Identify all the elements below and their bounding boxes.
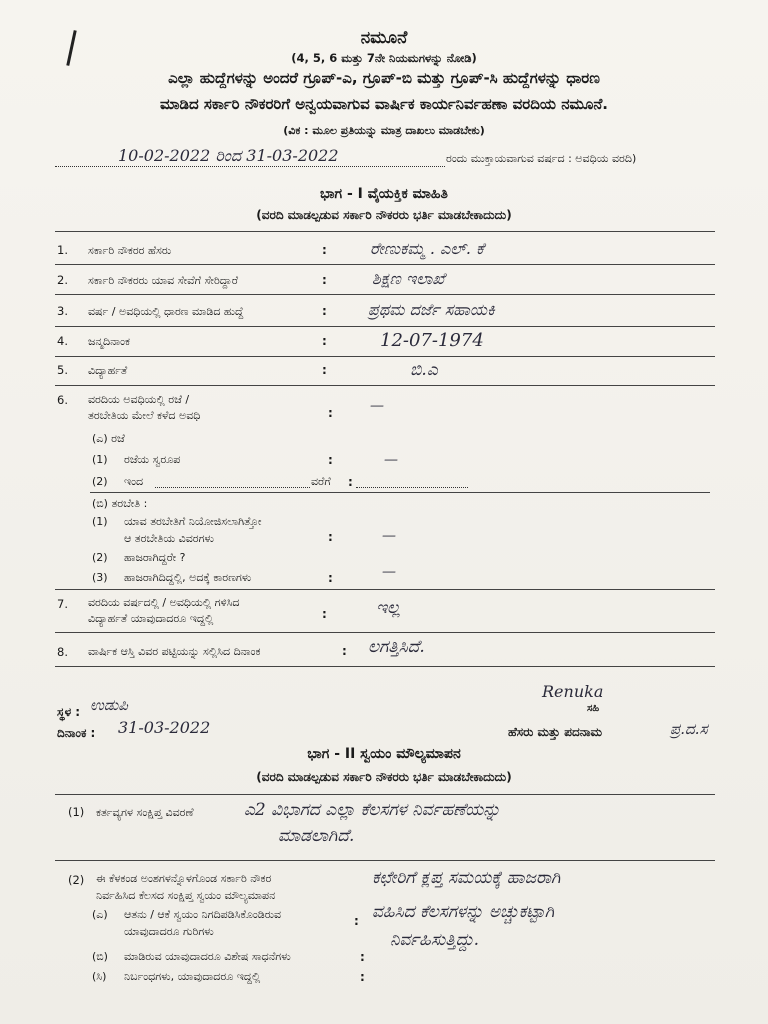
rules-reference: (4, 5, 6 ಮತ್ತು 7ನೇ ನಿಯಮಗಳನ್ನು ನೋಡಿ) (291, 51, 477, 65)
subfield-label-training-details-cont: ಆ ತರಬೇತಿಯ ವಿವರಗಳು (124, 532, 215, 545)
field-label-qualification-gained-cont: ವಿದ್ಯಾರ್ಹತೆ ಯಾವುದಾದರೂ ಇದ್ದಲ್ಲಿ (88, 612, 214, 625)
name-designation-label: ಹೆಸರು ಮತ್ತು ಪದನಾಮ (508, 725, 603, 739)
question-label-duties: ಕರ್ತವ್ಯಗಳ ಸಂಕ್ಷಿಪ್ತ ವಿವರಣೆ (96, 806, 194, 819)
place-label: ಸ್ಥಳ : (57, 705, 81, 719)
field-value-qualification-gained: ಇಲ್ಲ (376, 598, 401, 618)
divider (55, 264, 715, 265)
field-label-service: ಸರ್ಕಾರಿ ನೌಕರರು ಯಾವ ಸೇವೆಗೆ ಸೇರಿದ್ದಾರೆ (88, 274, 239, 287)
report-period-value: 10-02-2022 ರಿಂದ 31-03-2022 (118, 146, 339, 165)
question-number: (1) (68, 805, 85, 819)
answer-self-appraisal-line2: ವಹಿಸಿದ ಕೆಲಸಗಳನ್ನು ಅಚ್ಚುಕಟ್ಟಾಗಿ (372, 902, 555, 922)
colon: : (328, 453, 333, 467)
subfield-number: (1) (92, 515, 108, 528)
field-number: 6. (57, 393, 68, 407)
report-period-suffix: ರಂದು ಮುಕ್ತಾಯವಾಗುವ ವರ್ಷದ : ಅವಧಿಯ ವರದಿ) (446, 152, 637, 165)
colon: : (360, 950, 365, 964)
field-label-asset-statement-date: ವಾರ್ಷಿಕ ಆಸ್ತಿ ವಿವರ ಪಟ್ಟಿಯನ್ನು ಸಲ್ಲಿಸಿದ ದಿನಾಂಕ (88, 645, 261, 658)
leave-from-dotted-line (155, 487, 310, 488)
date-value: 31-03-2022 (118, 718, 211, 737)
field-number: 2. (57, 273, 68, 287)
subquestion-label-achievements: ಮಾಡಿರುವ ಯಾವುದಾದರೂ ವಿಶೇಷ ಸಾಧನೆಗಳು (124, 950, 291, 963)
subquestion-number: (ಸಿ) (92, 970, 107, 983)
field-label-employee-name: ಸರ್ಕಾರಿ ನೌಕರರ ಹೆಸರು (88, 244, 172, 257)
divider (55, 666, 715, 667)
divider (55, 385, 715, 386)
divider (55, 294, 715, 295)
field-value-leave-training: — (370, 398, 384, 414)
subfield-label-attended: ಹಾಜರಾಗಿದ್ದರೇ ? (124, 551, 186, 564)
field-number: 7. (57, 597, 68, 611)
divider (55, 794, 715, 795)
subfield-number: (3) (92, 571, 108, 584)
part2-subtitle: (ವರದಿ ಮಾಡಲ್ಪಡುವ ಸರ್ಕಾರಿ ನೌಕರರು ಭರ್ತಿ ಮಾಡಬೇಕಾದುದು) (256, 770, 512, 784)
field-number: 8. (57, 645, 68, 659)
place-value: ಉಡುಪಿ (90, 696, 128, 714)
colon: : (360, 970, 365, 984)
answer-self-appraisal-line1: ಕಛೇರಿಗೆ ಕ್ಲಪ್ತ ಸಮಯಕ್ಕೆ ಹಾಜರಾಗಿ (372, 868, 561, 888)
field-number: 4. (57, 334, 68, 348)
answer-duties-line1: ಎ2 ವಿಭಾಗದ ಎಲ್ಲಾ ಕೆಲಸಗಳ ನಿರ್ವಹಣೆಯನ್ನು (244, 800, 501, 820)
question-number: (2) (68, 873, 85, 887)
form-heading-line2: ಮಾಡಿದ ಸರ್ಕಾರಿ ನೌಕರರಿಗೆ ಅನ್ವಯವಾಗುವ ವಾರ್ಷಿಕ ಕಾರ್ಯನಿರ್ವಹಣಾ ವರದಿಯ ನಮೂನೆ. (159, 95, 609, 113)
subquestion-label-targets-cont: ಯಾವುದಾದರೂ ಗುರಿಗಳು (124, 925, 214, 938)
leave-to-dotted-line (356, 487, 468, 488)
part1-title: ಭಾಗ - I ವೈಯಕ್ತಿಕ ಮಾಹಿತಿ (320, 186, 448, 202)
field-number: 5. (57, 363, 68, 377)
colon: : (322, 607, 327, 621)
subfield-label-leave-type: ರಜೆಯ ಸ್ವರೂಪ (124, 453, 181, 466)
colon: : (322, 243, 327, 257)
subfield-number: (2) (92, 551, 108, 564)
signature-label: ಸಹಿ (587, 703, 600, 714)
subfield-label-training: (ಬಿ) ತರಬೇತಿ : (92, 497, 148, 510)
part2-title: ಭಾಗ - II ಸ್ವಯಂ ಮೌಲ್ಯಮಾಪನ (307, 746, 461, 762)
field-label-post-held: ವರ್ಷ / ಅವಧಿಯಲ್ಲಿ ಧಾರಣ ಮಾಡಿದ ಹುದ್ದೆ (88, 305, 244, 318)
signature: Renuka (542, 682, 604, 701)
field-number: 1. (57, 243, 68, 257)
colon: : (354, 914, 359, 928)
field-value-date-of-birth: 12-07-1974 (380, 330, 484, 351)
subquestion-number: (ಎ) (92, 908, 108, 921)
divider (55, 326, 715, 327)
field-value-asset-statement-date: ಲಗತ್ತಿಸಿದೆ. (368, 637, 425, 657)
field-value-post-held: ಪ್ರಥಮ ದರ್ಜೆ ಸಹಾಯಕಿ (368, 300, 495, 319)
divider (55, 356, 715, 357)
subquestion-label-constraints: ನಿರ್ಬಂಧಗಳು, ಯಾವುದಾದರೂ ಇದ್ದಲ್ಲಿ (124, 970, 261, 983)
form-heading-line1: ಎಲ್ಲಾ ಹುದ್ದೆಗಳನ್ನು ಅಂದರೆ ಗ್ರೂಪ್-ಎ, ಗ್ರೂಪ್-ಬಿ ಮತ್ತು ಗ್ರೂಪ್-ಸಿ ಹುದ್ದೆಗಳನ್ನು ಧಾರಣ (168, 69, 600, 87)
subfield-label-absence-reasons: ಹಾಜರಾಗಿದಿದ್ದಲ್ಲಿ, ಅದಕ್ಕೆ ಕಾರಣಗಳು (124, 571, 252, 584)
question-label-self-appraisal: ಈ ಕೆಳಕಂಡ ಅಂಶಗಳನ್ನೊಳಗೊಂಡ ಸರ್ಕಾರಿ ನೌಕರ (96, 872, 272, 885)
colon: : (322, 334, 327, 348)
name-designation-value: ಪ್ರ.ದ.ಸ (670, 720, 708, 738)
divider (55, 589, 715, 590)
colon: : (328, 530, 333, 544)
field-label-leave-training: ವರದಿಯ ಅವಧಿಯಲ್ಲಿ ರಜೆ / (88, 393, 190, 406)
field-label-qualification: ವಿದ್ಯಾರ್ಹತೆ (88, 364, 128, 377)
divider (55, 231, 715, 232)
date-label: ದಿನಾಂಕ : (57, 726, 96, 740)
divider (55, 860, 715, 861)
colon: : (322, 363, 327, 377)
field-label-leave-training-cont: ತರಬೇತಿಯ ಮೇಲೆ ಕಳೆದ ಅವಧಿ (88, 409, 201, 422)
field-value-employee-name: ರೇಣುಕಮ್ಮ . ಎಲ್. ಕೆ (370, 239, 484, 258)
colon: : (328, 406, 333, 420)
colon: : (322, 304, 327, 318)
subfield-label-leave: (ಎ) ರಜೆ (92, 432, 125, 445)
subfield-label-training-details: ಯಾವ ತರಬೇತಿಗೆ ನಿಯೋಜಿಸಲಾಗಿತ್ತೋ (124, 515, 262, 528)
field-value-qualification: ಬಿ.ಎ (410, 360, 438, 380)
colon: : (328, 571, 333, 585)
subfield-label-leave-from: ಇಂದ (124, 475, 144, 488)
field-label-date-of-birth: ಜನ್ಮದಿನಾಂಕ (88, 335, 130, 348)
subfield-value-leave-type: — (384, 452, 398, 468)
colon: : (348, 475, 353, 489)
part1-subtitle: (ವರದಿ ಮಾಡಲ್ಪಡುವ ಸರ್ಕಾರಿ ನೌಕರರು ಭರ್ತಿ ಮಾಡಬೇಕಾದುದು) (256, 208, 512, 222)
divider (90, 492, 710, 493)
subquestion-number: (ಬಿ) (92, 950, 108, 963)
colon: : (342, 644, 347, 658)
field-number: 3. (57, 304, 68, 318)
subfield-value-absence-reasons: — (382, 564, 396, 580)
subfield-value-training-details: — (382, 528, 396, 544)
period-dotted-line (55, 166, 445, 167)
form-title: ನಮೂನೆ (360, 28, 408, 48)
subquestion-label-targets: ಆತನು / ಆಕೆ ಸ್ವಯಂ ನಿಗದಿಪಡಿಸಿಕೊಂಡಿರುವ (124, 908, 282, 921)
form-note: (ವಿಕ : ಮೂಲ ಪ್ರತಿಯನ್ನು ಮಾತ್ರ ದಾಖಲು ಮಾಡಬೇಕು) (283, 124, 485, 137)
subfield-number: (1) (92, 453, 108, 466)
subfield-number: (2) (92, 475, 108, 488)
answer-self-appraisal-line3: ನಿರ್ವಹಿಸುತ್ತಿದ್ದು. (390, 930, 480, 950)
colon: : (322, 273, 327, 287)
question-label-self-appraisal-cont: ನಿರ್ವಹಿಸಿದ ಕೆಲಸದ ಸಂಕ್ಷಿಪ್ತ ಸ್ವಯಂ ಮೌಲ್ಯಮಾಪನ (96, 889, 276, 902)
subfield-label-leave-to: ವರೆಗೆ (311, 475, 331, 488)
field-label-qualification-gained: ವರದಿಯ ವರ್ಷದಲ್ಲಿ / ಅವಧಿಯಲ್ಲಿ ಗಳಿಸಿದ (88, 596, 240, 609)
answer-duties-line2: ಮಾಡಲಾಗಿದೆ. (278, 826, 355, 846)
divider (55, 632, 715, 633)
field-value-service: ಶಿಕ್ಷಣ ಇಲಾಖೆ (372, 269, 445, 288)
